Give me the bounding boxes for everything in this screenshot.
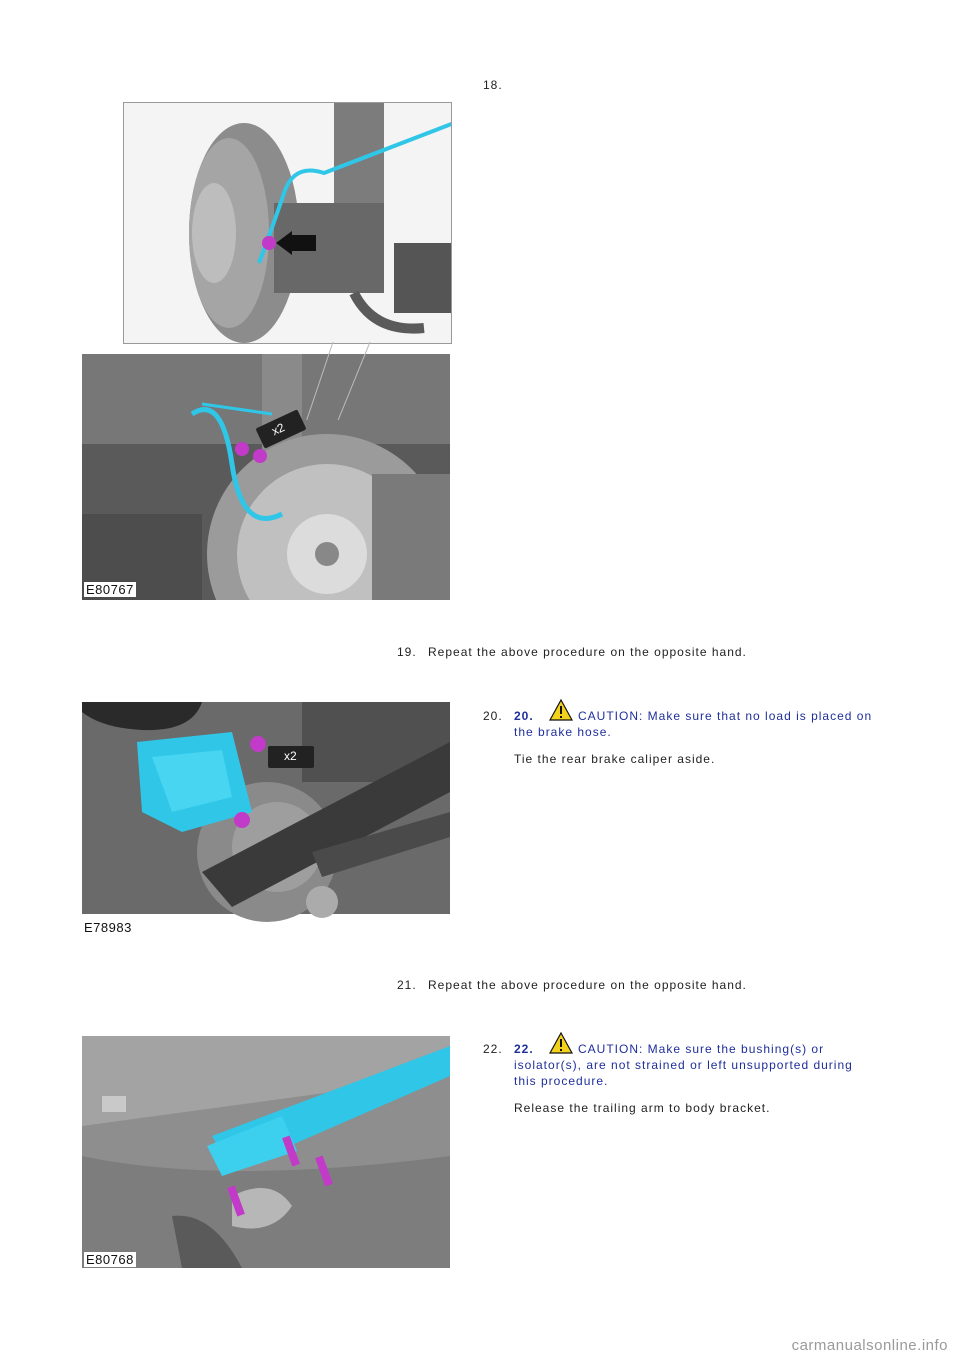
figure-label: E80767 <box>86 582 134 597</box>
step-22-caution-number: 22. <box>514 1042 534 1056</box>
warning-triangle-icon <box>549 699 573 721</box>
figure-label: E80768 <box>86 1252 134 1267</box>
step-20-caution-line-1: CAUTION: Make sure that no load is placed on <box>578 709 873 723</box>
figure-e78983-illustration <box>82 702 450 938</box>
arrow-callout-icon <box>268 746 314 768</box>
warning-triangle-icon <box>549 1032 573 1054</box>
callout-x2: x2 <box>269 420 287 439</box>
step-22-caution-line-2: isolator(s), are not strained or left unsupported during <box>514 1058 853 1072</box>
step-20-text: Tie the rear brake caliper aside. <box>514 752 716 766</box>
step-20-caution-number: 20. <box>514 709 534 723</box>
figure-e80767-inset-illustration <box>124 103 451 343</box>
step-22-caution-line-3: this procedure. <box>514 1074 609 1088</box>
step-22-number: 22. <box>483 1042 503 1056</box>
figure-e80767-illustration <box>82 354 450 600</box>
figure-e78983 <box>82 702 450 938</box>
step-21-text: Repeat the above procedure on the opposite hand. <box>428 978 747 992</box>
step-18-number: 18. <box>483 78 503 92</box>
figure-label: E78983 <box>84 920 132 935</box>
figure-e80768 <box>82 1036 450 1268</box>
step-22-text: Release the trailing arm to body bracket. <box>514 1101 771 1115</box>
figure-e80767 <box>82 354 450 600</box>
step-22-caution-line-1: CAUTION: Make sure the bushing(s) or <box>578 1042 825 1056</box>
callout-x2: x2 <box>284 749 297 763</box>
step-20-number: 20. <box>483 709 503 723</box>
watermark: carmanualsonline.info <box>791 1337 948 1354</box>
step-19-text: Repeat the above procedure on the opposite hand. <box>428 645 747 659</box>
step-21-number: 21. <box>397 978 417 992</box>
figure-e80767-inset <box>123 102 452 344</box>
arrow-left-shaft-icon <box>290 235 316 251</box>
step-20-caution-line-2: the brake hose. <box>514 725 612 739</box>
step-19-number: 19. <box>397 645 417 659</box>
figure-e80768-illustration <box>82 1036 450 1268</box>
